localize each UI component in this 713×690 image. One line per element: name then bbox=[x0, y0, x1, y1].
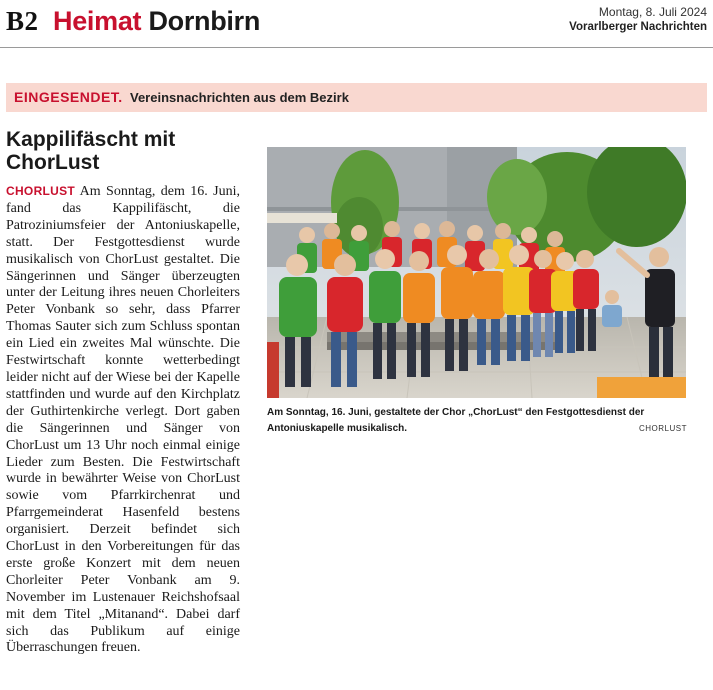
choir-photo bbox=[267, 147, 686, 398]
article-text: Am Sonntag, dem 16. Juni, fand das Kappilifäscht, die Patroziniumsfeier der Antoniuskapelle, statt. Der Festgottesdienst wurde musikalisch von ChorLust gestaltet. Die Sängerinnen und Sänger überzeugten unter der Leitung ihres neuen Chorleiters Peter Vonbank so sehr, dass Pfarrer Thomas Sauter sich zum Schluss spontan ein Lied ein zweites Mal wünschte. Die Festwirtschaft konnte wetterbedingt leider nicht auf der Wiese bei der Kapelle stattfinden und wurde auf den Kirchplatz der Guthirtenkirche verlegt. Dort gaben die Sängerinnen und Sänger von ChorLust um 13 Uhr noch einmal einige Lieder zum Besten. Die Festwirtschaft wurde in bewährter Weise von ChorLust sowie vom Pfarrkirchenrat und Pfarrgemeinderat Hasenfeld bestens organisiert. Derzeit befindet sich ChorLust in den Vorbereitungen für das erste große Konzert mit dem neuen Chorleiter Peter Vonbank am 9. November im Lustenauer Reichshofsaal mit dem Titel „Mitanand“. Dabei darf sich das Publikum auf einige Überraschungen freuen. bbox=[6, 184, 240, 656]
page-number: B2 bbox=[6, 6, 39, 36]
section-title-region: Dornbirn bbox=[148, 6, 261, 36]
section-title-accent: Heimat bbox=[53, 6, 142, 36]
article-kicker: CHORLUST bbox=[6, 184, 76, 198]
orange-table-edge bbox=[597, 377, 686, 398]
left-foreground bbox=[267, 342, 279, 398]
masthead bbox=[0, 0, 713, 50]
article-body bbox=[6, 183, 240, 657]
banner-description: Vereinsnachrichten aus dem Bezirk bbox=[130, 90, 349, 105]
banner-label: EINGESENDET. bbox=[14, 89, 123, 105]
newspaper-name: Vorarlberger Nachrichten bbox=[569, 21, 707, 33]
masthead-divider bbox=[0, 47, 713, 48]
issue-date: Montag, 8. Juli 2024 bbox=[598, 5, 707, 19]
section-title bbox=[53, 6, 260, 37]
article-headline: Kappilifäscht mit ChorLust bbox=[6, 128, 176, 174]
awning bbox=[267, 213, 337, 223]
photo-credit: CHORLUST bbox=[638, 424, 687, 433]
category-banner bbox=[6, 83, 707, 112]
photo-caption: Am Sonntag, 16. Juni, gestaltete der Chor „ChorLust“ den Festgottesdienst der Antoniuskapelle musikalisch. bbox=[267, 407, 645, 434]
